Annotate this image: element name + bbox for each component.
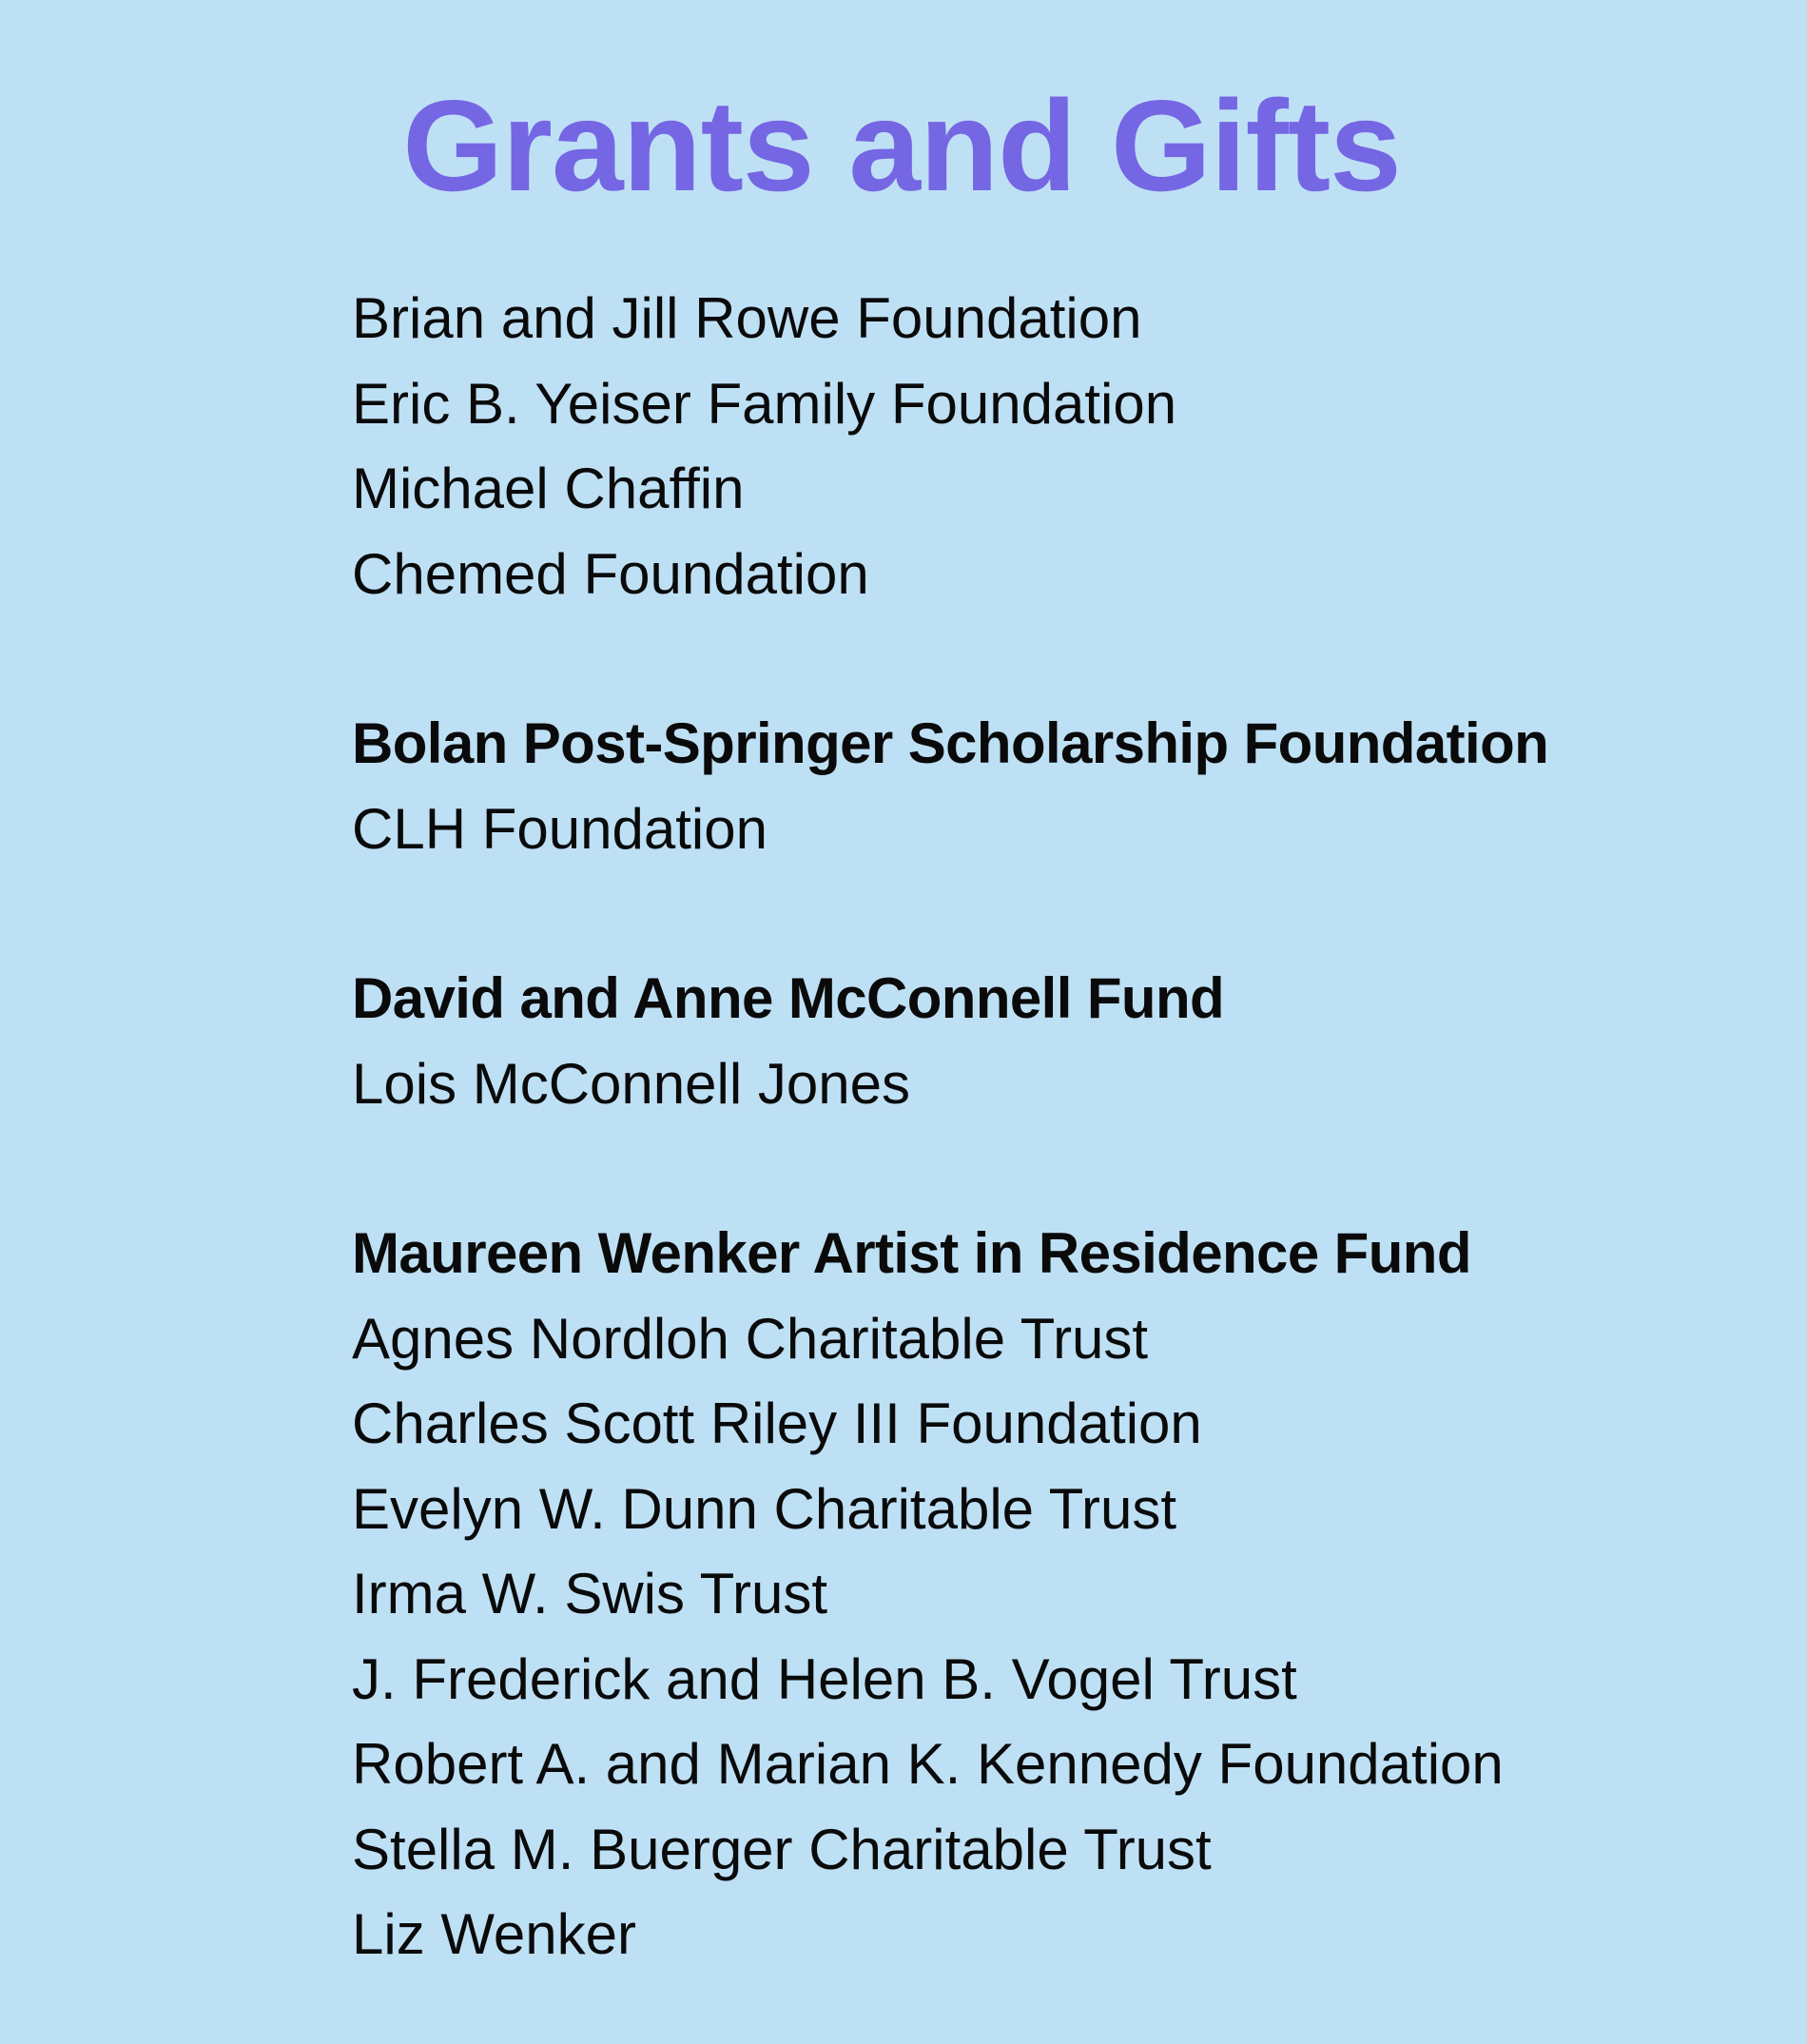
page-title-text: Grants and Gifts (402, 73, 1401, 218)
donor-group (352, 956, 1759, 1126)
donor-group (352, 276, 1759, 616)
donor-name: Charles Scott Riley III Foundation (352, 1392, 1202, 1455)
donor-list (352, 276, 1759, 1977)
fund-heading: Bolan Post-Springer Scholarship Foundation (352, 711, 1549, 775)
fund-heading: Maureen Wenker Artist in Residence Fund (352, 1221, 1471, 1285)
donor-name: Liz Wenker (352, 1902, 637, 1966)
donor-group (352, 1211, 1759, 1977)
donor-name: Eric B. Yeiser Family Foundation (352, 371, 1177, 436)
donor-name: Michael Chaffin (352, 457, 745, 520)
donor-name: CLH Foundation (352, 796, 767, 861)
donor-name: Evelyn W. Dunn Charitable Trust (352, 1476, 1177, 1541)
donor-name: Brian and Jill Rowe Foundation (352, 286, 1142, 350)
donor-name: Irma W. Swis Trust (352, 1562, 828, 1625)
donor-name: Stella M. Buerger Charitable Trust (352, 1817, 1212, 1881)
donor-name: Agnes Nordloh Charitable Trust (352, 1306, 1149, 1371)
donor-group (352, 701, 1759, 871)
page-title (0, 74, 1807, 217)
donor-name: Robert A. and Marian K. Kennedy Foundation (352, 1732, 1504, 1796)
donor-name: Chemed Foundation (352, 541, 869, 606)
donor-name: J. Frederick and Helen B. Vogel Trust (352, 1646, 1297, 1711)
donor-name: Lois McConnell Jones (352, 1051, 910, 1116)
fund-heading: David and Anne McConnell Fund (352, 966, 1225, 1030)
